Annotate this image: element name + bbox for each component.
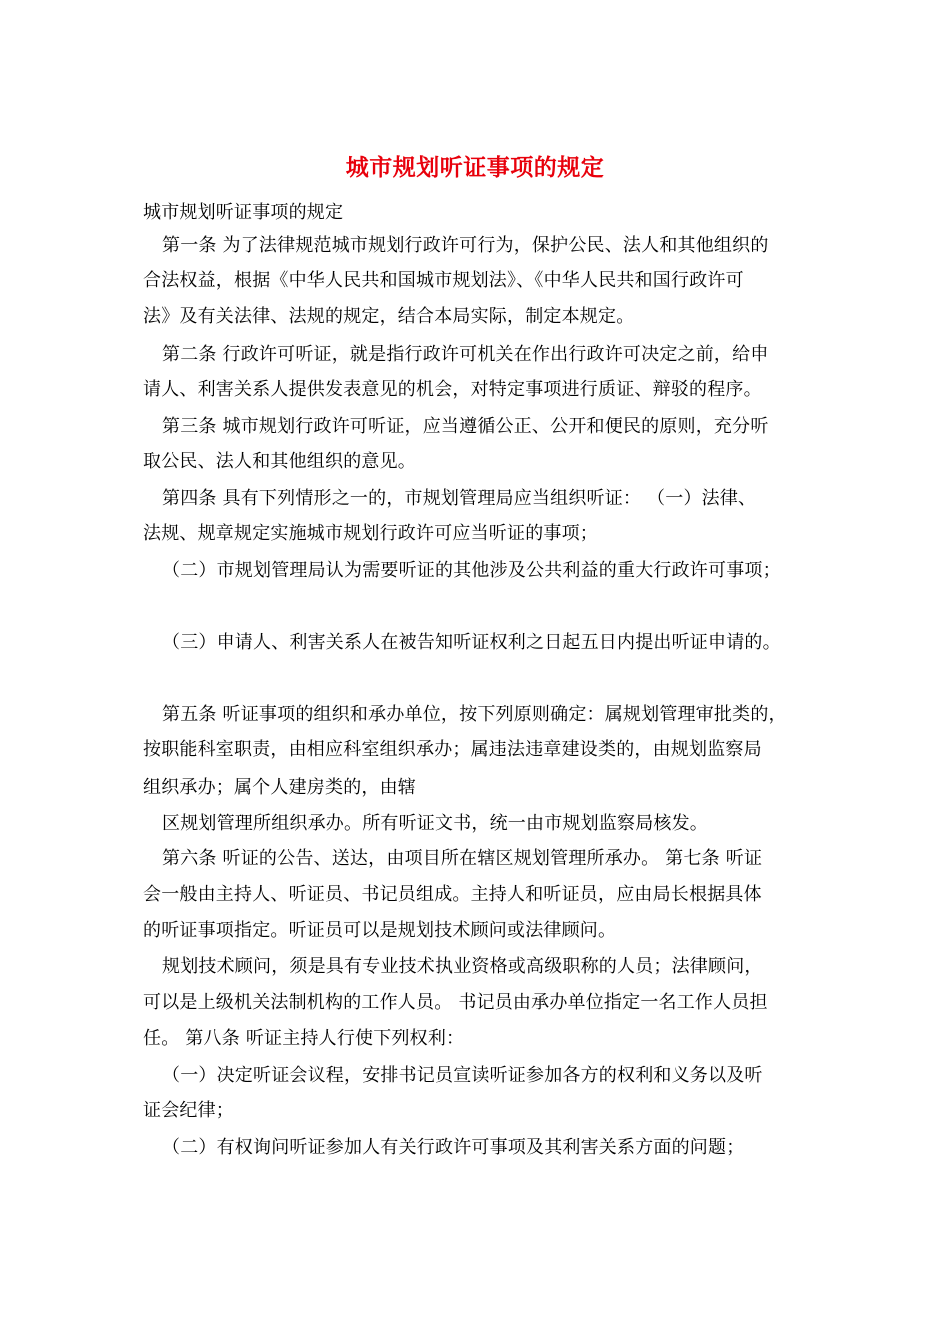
article-5-line-4: 区规划管理所组织承办。所有听证文书，统一由市规划监察局核发。 [162, 813, 708, 834]
article-3-line-2: 取公民、法人和其他组织的意见。 [143, 451, 416, 472]
article-7-line-4: 规划技术顾问，须是具有专业技术执业资格或高级职称的人员；法律顾问， [162, 956, 763, 977]
article-1-line-2: 合法权益，根据《中华人民共和国城市规划法》、《中华人民共和国行政许可 [143, 270, 744, 291]
article-7-line-2: 会一般由主持人、听证员、书记员组成。主持人和听证员，应由局长根据具体 [143, 884, 762, 905]
article-8-item-1-line-1: （一）决定听证会议程，安排书记员宣读听证参加各方的权利和义务以及听 [162, 1065, 763, 1086]
article-4-item-2: （二）市规划管理局认为需要听证的其他涉及公共利益的重大行政许可事项； [162, 560, 781, 581]
article-5-line-1: 第五条 听证事项的组织和承办单位，按下列原则确定：属规划管理审批类的， [162, 704, 787, 725]
article-1-line-1: 第一条 为了法律规范城市规划行政许可行为，保护公民、法人和其他组织的 [162, 235, 769, 256]
article-8-line-1: 任。 第八条 听证主持人行使下列权利： [143, 1028, 465, 1049]
article-3-line-1: 第三条 城市规划行政许可听证，应当遵循公正、公开和便民的原则，充分听 [162, 416, 769, 437]
subtitle-line: 城市规划听证事项的规定 [143, 202, 344, 223]
article-4-line-2: 法规、规章规定实施城市规划行政许可应当听证的事项； [143, 523, 598, 544]
article-7-line-3: 的听证事项指定。听证员可以是规划技术顾问或法律顾问。 [143, 920, 617, 941]
article-2-line-2: 请人、利害关系人提供发表意见的机会，对特定事项进行质证、辩驳的程序。 [143, 379, 762, 400]
article-4-item-3: （三）申请人、利害关系人在被告知听证权利之日起五日内提出听证申请的。 [162, 632, 781, 653]
article-5-line-3: 组织承办；属个人建房类的，由辖 [143, 777, 416, 798]
article-8-item-2: （二）有权询问听证参加人有关行政许可事项及其利害关系方面的问题； [162, 1137, 745, 1158]
document-title: 城市规划听证事项的规定 [345, 154, 605, 181]
article-1-line-3: 法》及有关法律、法规的规定，结合本局实际，制定本规定。 [143, 306, 635, 327]
article-7-line-5: 可以是上级机关法制机构的工作人员。 书记员由承办单位指定一名工作人员担 [143, 992, 768, 1013]
article-4-line-1: 第四条 具有下列情形之一的，市规划管理局应当组织听证： （一）法律、 [162, 488, 757, 509]
article-8-item-1-line-2: 证会纪律； [143, 1100, 234, 1121]
article-6-7-line-1: 第六条 听证的公告、送达，由项目所在辖区规划管理所承办。 第七条 听证 [162, 848, 763, 869]
article-5-line-2: 按职能科室职责，由相应科室组织承办；属违法违章建设类的，由规划监察局 [143, 739, 762, 760]
article-2-line-1: 第二条 行政许可听证，就是指行政许可机关在作出行政许可决定之前，给申 [162, 344, 769, 365]
